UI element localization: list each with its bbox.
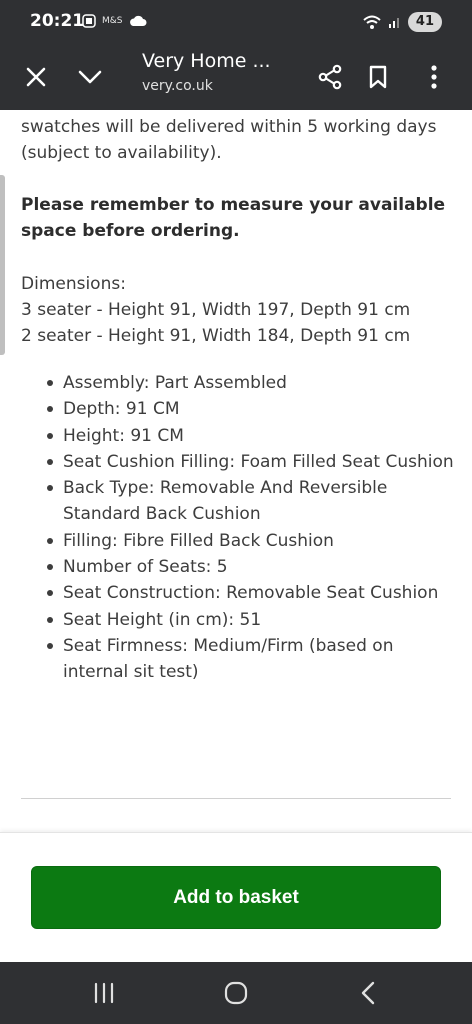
dimension-2-seater: 2 seater - Height 91, Width 184, Depth 91 cm bbox=[21, 326, 411, 346]
wifi-icon bbox=[362, 14, 382, 30]
delivery-text: swatches will be delivered within 5 working days (subject to availability). bbox=[21, 117, 437, 163]
list-item: Assembly: Part Assembled bbox=[21, 370, 461, 396]
more-vertical-icon bbox=[430, 65, 438, 89]
divider bbox=[21, 798, 451, 799]
screenshot-icon bbox=[82, 14, 96, 28]
feature-list bbox=[21, 370, 461, 686]
signal-icon bbox=[388, 15, 402, 29]
list-item: Seat Cushion Filling: Foam Filled Seat Cushion bbox=[21, 449, 461, 475]
list-item: Seat Construction: Removable Seat Cushion bbox=[21, 580, 461, 606]
status-time: 20:21 bbox=[30, 11, 85, 31]
list-item: Depth: 91 CM bbox=[21, 396, 461, 422]
share-icon bbox=[317, 64, 343, 90]
status-bar bbox=[0, 0, 472, 44]
share-button[interactable] bbox=[310, 44, 350, 110]
list-item: Seat Height (in cm): 51 bbox=[21, 607, 461, 633]
recent-apps-icon bbox=[92, 982, 116, 1004]
measure-notice: Please remember to measure your available space before ordering. bbox=[21, 195, 446, 241]
battery-indicator: 41 bbox=[408, 12, 442, 32]
list-item: Filling: Fibre Filled Back Cushion bbox=[21, 528, 461, 554]
add-to-basket-button[interactable]: Add to basket bbox=[31, 866, 441, 929]
minimize-button[interactable] bbox=[70, 44, 110, 110]
page-url: very.co.uk bbox=[142, 78, 213, 94]
home-button[interactable] bbox=[206, 962, 266, 1024]
carrier-badge: M&S bbox=[102, 16, 123, 26]
back-icon bbox=[360, 981, 376, 1005]
page-title: Very Home ... bbox=[142, 50, 271, 72]
list-item: Height: 91 CM bbox=[21, 423, 461, 449]
back-button[interactable] bbox=[338, 962, 398, 1024]
close-icon bbox=[26, 67, 46, 87]
bookmark-button[interactable] bbox=[358, 44, 398, 110]
recent-apps-button[interactable] bbox=[74, 962, 134, 1024]
close-button[interactable] bbox=[16, 44, 56, 110]
list-item: Back Type: Removable And Reversible Standard Back Cushion bbox=[21, 475, 461, 528]
cloud-icon bbox=[129, 15, 147, 27]
chevron-down-icon bbox=[78, 69, 102, 85]
more-options-button[interactable] bbox=[414, 44, 454, 110]
dimension-3-seater: 3 seater - Height 91, Width 197, Depth 91 cm bbox=[21, 300, 411, 320]
bookmark-icon bbox=[368, 65, 388, 89]
scroll-indicator[interactable] bbox=[0, 175, 5, 355]
dimensions-heading: Dimensions: bbox=[21, 274, 126, 294]
list-item: Seat Firmness: Medium/Firm (based on internal sit test) bbox=[21, 633, 461, 686]
list-item: Number of Seats: 5 bbox=[21, 554, 461, 580]
home-icon bbox=[224, 981, 248, 1005]
